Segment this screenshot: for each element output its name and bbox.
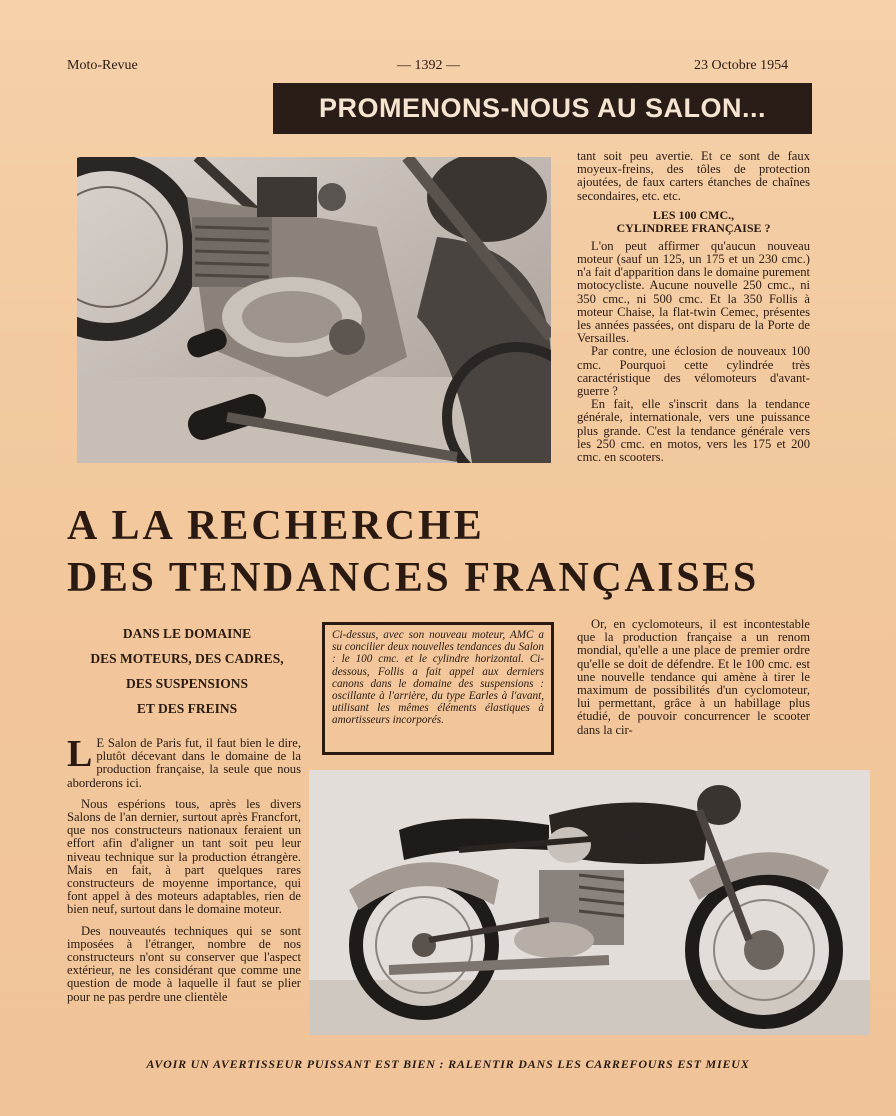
motorcycle-photo <box>309 770 870 1035</box>
article-headline-line1: A LA RECHERCHE <box>67 503 485 549</box>
photo-caption: Ci-dessus, avec son nouveau moteur, AMC a su concilier deux nouvelles tendances du Salon : le 100 cmc. et le cylindre horizontal. Ci-dessous, Follis a fait appel aux derniers canons dans le domaine des suspensions : oscillante à l'arrière, du type Earles à l'avant, utilisant les mêmes éléments élastiques à amortisseurs incorporés. <box>322 622 554 755</box>
right-column-mid <box>577 618 810 737</box>
subheading-line: LES 100 CMC., <box>652 207 735 222</box>
engine-photo <box>77 157 551 463</box>
paragraph <box>67 733 301 790</box>
deck-line: DANS LE DOMAINE <box>122 626 252 641</box>
right-column-top <box>577 150 810 464</box>
deck-line: ET DES FREINS <box>136 701 238 716</box>
left-column <box>67 733 301 1012</box>
paragraph: Or, en cyclomoteurs, il est incontestable que la production française a un renom mondial, qu'elle a une place de premier ordre qu'elle se doit de défendre. Et le 100 cmc. est une nouvelle tendance qui amène à tirer le maximum de possibilités d'un cyclomoteur, lui permettant, grâce à un habillage plus étudié, de pouvoir concurrencer le scooter dans la cir- <box>577 617 810 737</box>
paragraph: En fait, elle s'inscrit dans la tendance générale, internationale, vers une puissance plus grande. C'est la tendance générale vers les 250 cmc. en motos, vers les 175 et 200 cmc. en scooters. <box>577 397 810 465</box>
issue-date: 23 Octobre 1954 <box>694 58 789 73</box>
article-deck <box>67 621 307 721</box>
article-headline-line2: DES TENDANCES FRANÇAISES <box>67 555 759 601</box>
paragraph: tant soit peu avertie. Et ce sont de faux moyeux-freins, des tôles de protection ajoutées, de faux carters étanches de chaînes secondaires, etc. etc. <box>577 149 810 203</box>
subheading-line: CYLINDREE FRANÇAISE ? <box>616 221 771 236</box>
section-banner: PROMENONS-NOUS AU SALON... <box>273 83 812 134</box>
paragraph: Des nouveautés techniques qui se sont imposées à l'étranger, nombre de nos constructeurs n'ont su conserver que l'aspect extérieur, ne les considérant que comme une question de mode à laquelle il faut se plier pour ne pas perdre une clientèle <box>67 923 301 1004</box>
magazine-name: Moto-Revue <box>67 58 138 73</box>
drop-cap: L <box>67 733 93 775</box>
page-footer-slogan: AVOIR UN AVERTISSEUR PUISSANT EST BIEN : RALENTIR DANS LES CARREFOURS EST MIEUX <box>146 1057 750 1071</box>
paragraph: L'on peut affirmer qu'aucun nouveau moteur (sauf un 125, un 175 et un 230 cmc.) n'a fait d'apparition dans le domaine purement motocycliste. Aucune nouvelle 250 cmc., ni 350 cmc., ni 500 cmc. Et la 350 Follis à moteur Chaise, la flat-twin Cemec, présentes les années passées, ont disparu de la Porte de Versailles. <box>577 238 810 346</box>
page-number: — 1392 — <box>397 58 460 73</box>
subheading <box>577 209 810 236</box>
paragraph-text: E Salon de Paris fut, il faut bien le dire, plutôt décevant dans le domaine de la production française, la seule que nous aborderons ici. <box>67 736 301 790</box>
paragraph: Par contre, une éclosion de nouveaux 100 cmc. Pourquoi cette cylindrée très caractéristique des vélomoteurs d'avant-guerre ? <box>577 344 810 399</box>
deck-line: DES SUSPENSIONS <box>126 676 248 691</box>
deck-line: DES MOTEURS, DES CADRES, <box>90 651 284 666</box>
paragraph: Nous espérions tous, après les divers Salons de l'an dernier, surtout après Francfort, que nos constructeurs nationaux feraient un effort afin d'aligner un tant soit peu leur niveau technique sur la production étrangère. Mais en fait, à part quelques rares constructeurs de moyenne importance, qui font appel à des moteurs adaptables, rien de bien neuf, surtout dans le domaine moteur. <box>67 796 301 917</box>
